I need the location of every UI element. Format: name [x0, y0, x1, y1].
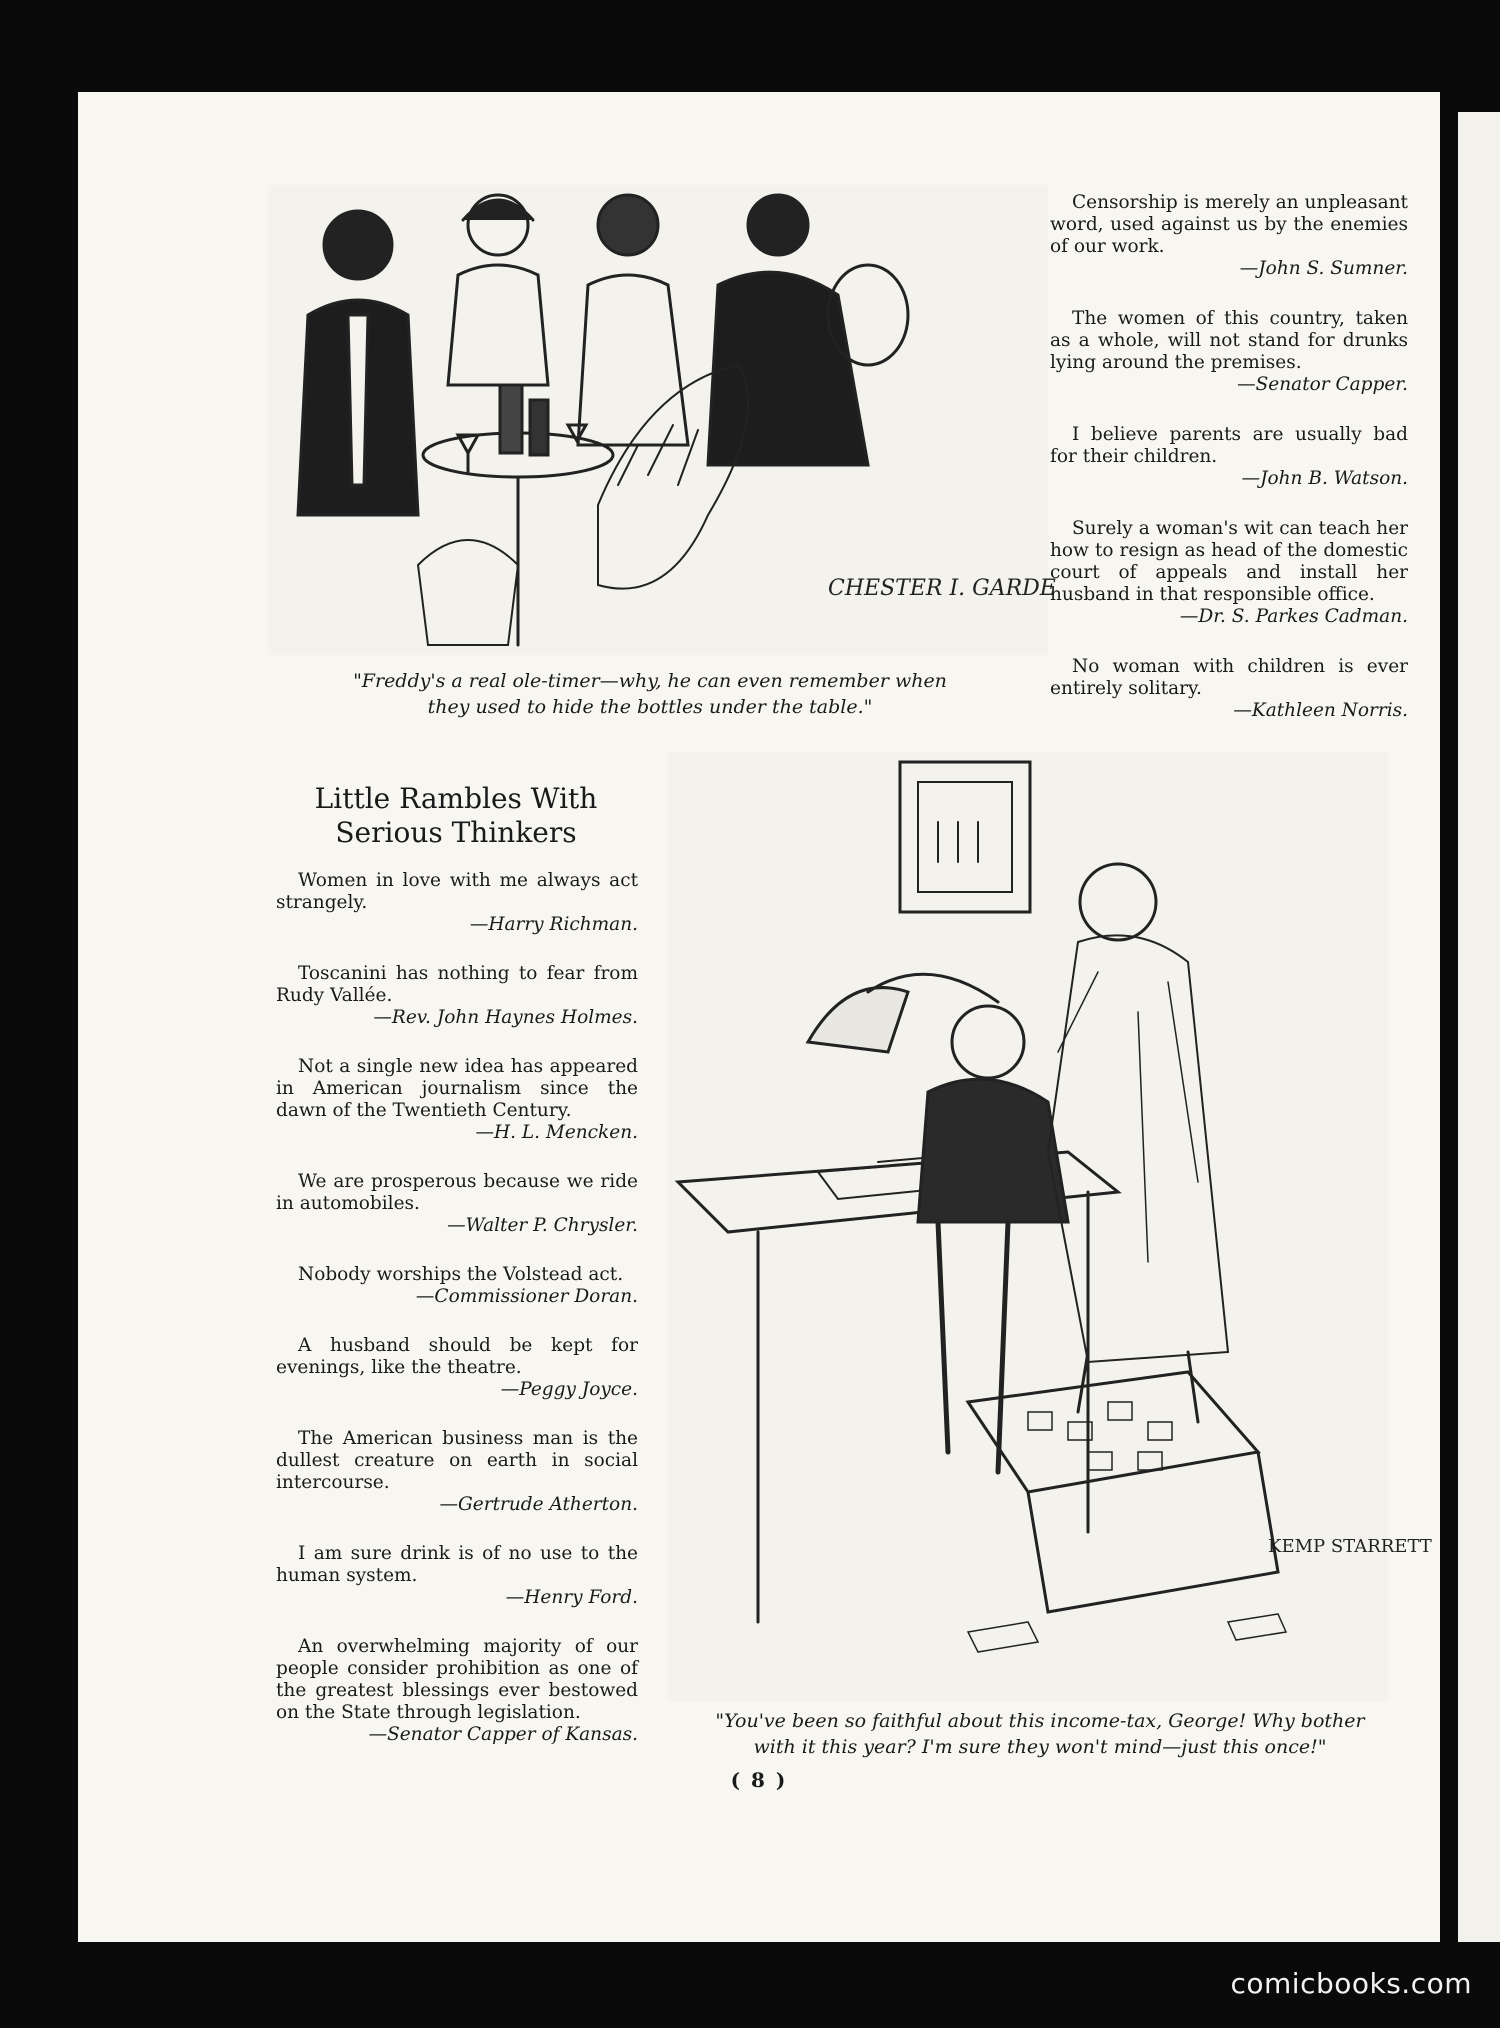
- quote: [276, 963, 638, 1029]
- quote: [1050, 192, 1408, 280]
- income-tax-illustration: [668, 752, 1432, 1702]
- quote: [276, 1543, 638, 1609]
- quote-attribution: —Henry Ford.: [505, 1587, 638, 1608]
- quote-text: Not a single new idea has appeared in American journalism since the dawn of the Twentieth Century.: [276, 1056, 638, 1121]
- top-illustration-caption: "Freddy's a real ole-timer—why, he can even remember when they used to hide the bottles under the table.": [353, 670, 947, 718]
- rambles-title-line1: Little Rambles With: [314, 782, 598, 815]
- quote-text: The women of this country, taken as a whole, will not stand for drunks lying around the premises.: [1050, 308, 1408, 373]
- quote-attribution: —H. L. Mencken.: [475, 1122, 638, 1143]
- quote-attribution: —Senator Capper of Kansas.: [368, 1724, 638, 1745]
- quote: [276, 870, 638, 936]
- rambles-quotes: [276, 870, 638, 1773]
- bottom-illustration-signature: KEMP STARRETT: [1268, 1536, 1432, 1557]
- quote: [276, 1335, 638, 1401]
- quote-attribution: —John B. Watson.: [1241, 468, 1408, 489]
- cocktail-party-illustration: [268, 185, 1056, 655]
- quote: [1050, 308, 1408, 396]
- quote-text: No woman with children is ever entirely solitary.: [1050, 656, 1408, 699]
- quote: [276, 1428, 638, 1516]
- income-tax-drawing: [668, 752, 1432, 1702]
- quote: [276, 1264, 638, 1308]
- quote: [276, 1056, 638, 1144]
- quote-attribution: —Harry Richman.: [469, 914, 638, 935]
- quote-attribution: —Senator Capper.: [1237, 374, 1408, 395]
- right-column-quotes: [1050, 192, 1408, 750]
- top-illustration-signature: CHESTER I. GARDE: [828, 576, 1056, 601]
- quote: [1050, 424, 1408, 490]
- quote-attribution: —Rev. John Haynes Holmes.: [373, 1007, 638, 1028]
- quote-text: I believe parents are usually bad for their children.: [1050, 424, 1408, 467]
- quote-text: Toscanini has nothing to fear from Rudy Vallée.: [276, 963, 638, 1006]
- quote-text: Nobody worships the Volstead act.: [298, 1264, 624, 1285]
- cocktail-party-drawing: [268, 185, 1056, 655]
- quote-attribution: —Peggy Joyce.: [500, 1379, 638, 1400]
- bottom-illustration-caption: "You've been so faithful about this income-tax, George! Why bother with it this year? I'm sure they won't mind—just this once!": [715, 1710, 1365, 1758]
- quote: [276, 1636, 638, 1746]
- quote-text: I am sure drink is of no use to the human system.: [276, 1543, 638, 1586]
- quote-text: The American business man is the dullest creature on earth in social intercourse.: [276, 1428, 638, 1493]
- quote-attribution: —Dr. S. Parkes Cadman.: [1179, 606, 1408, 627]
- quote-text: Censorship is merely an unpleasant word, used against us by the enemies of our work.: [1050, 192, 1408, 257]
- quote-attribution: —Walter P. Chrysler.: [447, 1215, 638, 1236]
- quote-text: Surely a woman's wit can teach her how to resign as head of the domestic court of appeals and install her husband in that responsible office.: [1050, 518, 1408, 605]
- quote-text: A husband should be kept for evenings, like the theatre.: [276, 1335, 638, 1378]
- quote-text: We are prosperous because we ride in automobiles.: [276, 1171, 638, 1214]
- quote: [1050, 518, 1408, 628]
- quote-attribution: —Kathleen Norris.: [1233, 700, 1408, 721]
- quote: [276, 1171, 638, 1237]
- quote-attribution: —Commissioner Doran.: [415, 1286, 638, 1307]
- watermark: comicbooks.com: [1230, 1967, 1472, 2000]
- next-page-edge: [1458, 112, 1500, 1942]
- rambles-title: [276, 782, 636, 850]
- quote-text: Women in love with me always act strangely.: [276, 870, 638, 913]
- rambles-title-line2: Serious Thinkers: [335, 816, 577, 849]
- quote: [1050, 656, 1408, 722]
- quote-attribution: —John S. Sumner.: [1239, 258, 1408, 279]
- quote-text: An overwhelming majority of our people consider prohibition as one of the greatest blessings ever bestowed on the State through legislation.: [276, 1636, 638, 1723]
- page-number: ( 8 ): [730, 1768, 788, 1792]
- quote-attribution: —Gertrude Atherton.: [439, 1494, 638, 1515]
